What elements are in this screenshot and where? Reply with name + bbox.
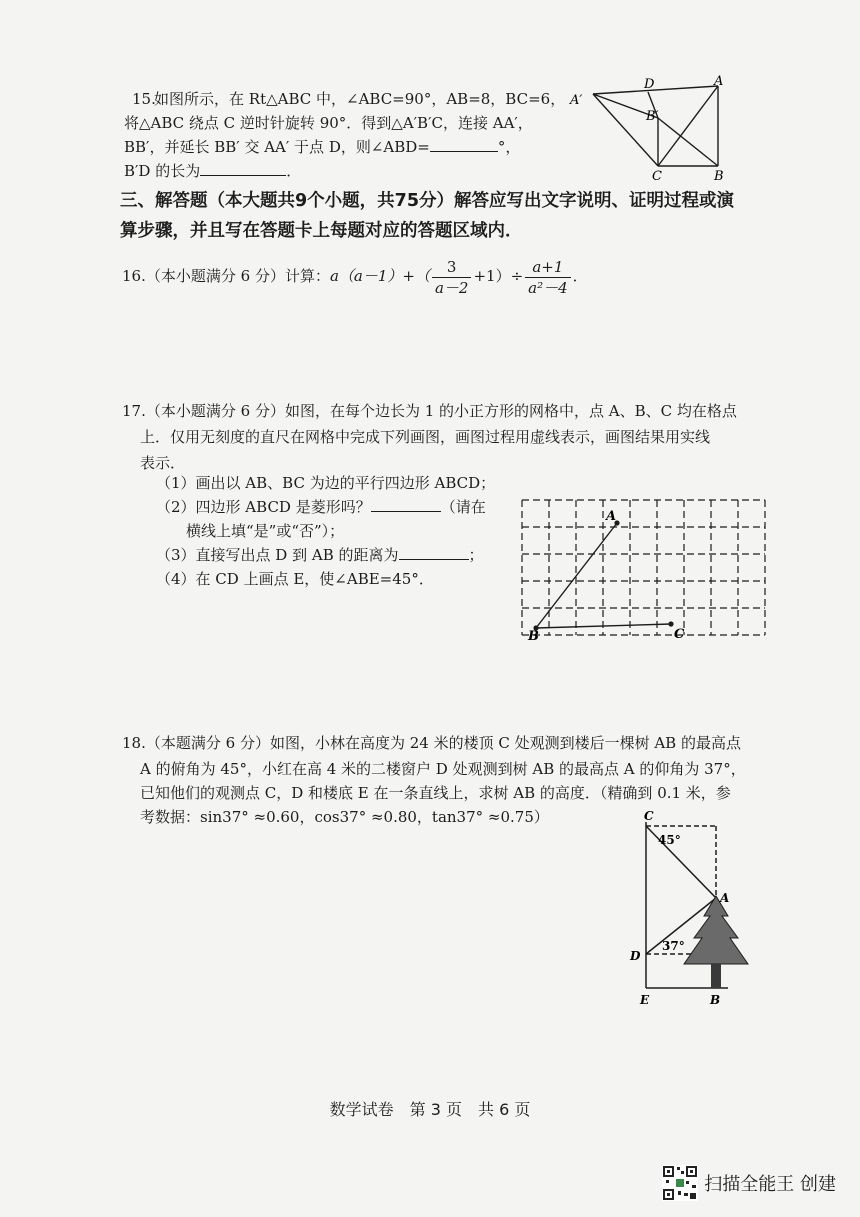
q16-expr-end: ． (572, 267, 588, 285)
q18-line1 (122, 730, 741, 756)
q16-expr-mid: +1）÷ (473, 267, 524, 285)
q18-number: 18. (122, 734, 146, 752)
q17-item3 (156, 542, 484, 568)
q18-line3: 已知他们的观测点 C，D 和楼底 E 在一条直线上，求树 AB 的高度．（精确到 0.1 米，参 (140, 784, 731, 802)
q18-label-B: B (710, 993, 721, 1007)
q18-angle-37: 37° (662, 939, 685, 953)
q15-label-A-prime: A′ (570, 93, 583, 108)
q16-line (122, 252, 588, 300)
q16-prefix: （本小题满分 6 分）计算： (145, 267, 330, 285)
q17-item3-end: ； (468, 546, 484, 564)
q15-label-B-prime: B′ (646, 109, 659, 124)
q17-item2c: 横线上填“是”或“否”）； (186, 522, 345, 540)
q15-label-A: A (714, 74, 724, 89)
watermark-text: 扫描全能王 创建 (704, 1174, 836, 1195)
scanner-watermark (662, 1165, 836, 1201)
q16-expr-start: a（a－1）+（ (329, 267, 430, 285)
q18-line2: A 的俯角为 45°，小红在高 4 米的二楼窗户 D 处观测到树 AB 的最高点 A 的仰角为 37°， (140, 760, 746, 778)
q17-line1 (122, 398, 737, 424)
q17-item1: （1）画出以 AB、BC 为边的平行四边形 ABCD； (156, 474, 496, 492)
q15-label-B: B (714, 169, 724, 182)
section-heading-line1: 三、解答题（本大题共9个小题，共75分）解答应写出文字说明、证明过程或演 (120, 191, 735, 211)
q18-line1-text: （本题满分 6 分）如图，小林在高度为 24 米的楼顶 C 处观测到楼后一棵树 AB 的最高点 (145, 734, 741, 752)
q17-line3: 表示． (140, 454, 186, 472)
q17-label-A: A (606, 509, 617, 524)
q15-line4 (124, 158, 301, 184)
q15-line3-text: BB′，并延长 BB′ 交 AA′ 于点 D，则∠ABD= (124, 138, 430, 156)
q15-line4-end: ． (286, 162, 302, 180)
q16-number: 16. (122, 267, 146, 285)
q18-label-E: E (640, 993, 650, 1007)
q17-line1-text: （本小题满分 6 分）如图，在每个边长为 1 的小正方形的网格中，点 A、B、C 均在格点 (145, 402, 737, 420)
q15-label-C: C (652, 169, 662, 182)
q15-line2: 将△ABC 绕点 C 逆时针旋转 90°．得到△A′B′C，连接 AA′， (124, 114, 533, 132)
q17-item2-note: （请在 (440, 498, 486, 516)
q16-fraction-2 (525, 257, 571, 298)
q15-label-D: D (644, 77, 655, 92)
q17-grid-figure (516, 496, 770, 654)
q17-label-B: B (528, 629, 539, 644)
q15-line4-text: B′D 的长为 (124, 162, 201, 180)
q16-frac1-den: a－2 (434, 278, 469, 297)
q17-item2-text: （2）四边形 ABCD 是菱形吗？ (156, 498, 371, 516)
q17-label-C: C (674, 627, 685, 642)
q17-answer-blank-2[interactable] (399, 543, 469, 560)
q16-frac2-num: a+1 (525, 257, 571, 278)
q16-frac1-num: 3 (432, 257, 472, 278)
q16-fraction-1 (432, 257, 472, 298)
tree-icon (684, 896, 748, 988)
q18-angle-45: 45° (658, 833, 681, 847)
q18-label-D: D (630, 949, 641, 963)
q15-line1: 如图所示，在 Rt△ABC 中，∠ABC=90°，AB=8，BC=6， (154, 90, 566, 108)
q15-line3-end: °， (497, 138, 521, 156)
q18-label-A: A (720, 891, 730, 905)
q18-label-C: C (644, 809, 654, 823)
q15-number: 15. (132, 90, 156, 108)
q15-line3 (124, 134, 520, 160)
q15-answer-blank-2[interactable] (200, 159, 286, 176)
q17-number: 17. (122, 402, 146, 420)
page-footer: 数学试卷 第 3 页 共 6 页 (329, 1100, 531, 1119)
q17-answer-blank-1[interactable] (371, 495, 441, 512)
section-heading (120, 186, 734, 246)
section-heading-line2: 算步骤，并且写在答题卡上每题对应的答题区域内． (120, 221, 523, 241)
qr-code-icon (662, 1165, 698, 1201)
q15-figure (568, 74, 736, 182)
q16-frac2-den: a²－4 (528, 278, 568, 297)
q15-answer-blank-1[interactable] (430, 135, 498, 152)
q17-item4: （4）在 CD 上画点 E，使∠ABE=45°． (156, 570, 434, 588)
q17-item3-text: （3）直接写出点 D 到 AB 的距离为 (156, 546, 399, 564)
q17-line2: 上．仅用无刻度的直尺在网格中完成下列画图，画图过程用虚线表示，画图结果用实线 (140, 428, 711, 446)
q18-figure (624, 808, 758, 1010)
q17-item2 (156, 494, 486, 520)
q18-line4: 考数据：sin37° ≈0.60，cos37° ≈0.80，tan37° ≈0.75） (140, 808, 549, 826)
